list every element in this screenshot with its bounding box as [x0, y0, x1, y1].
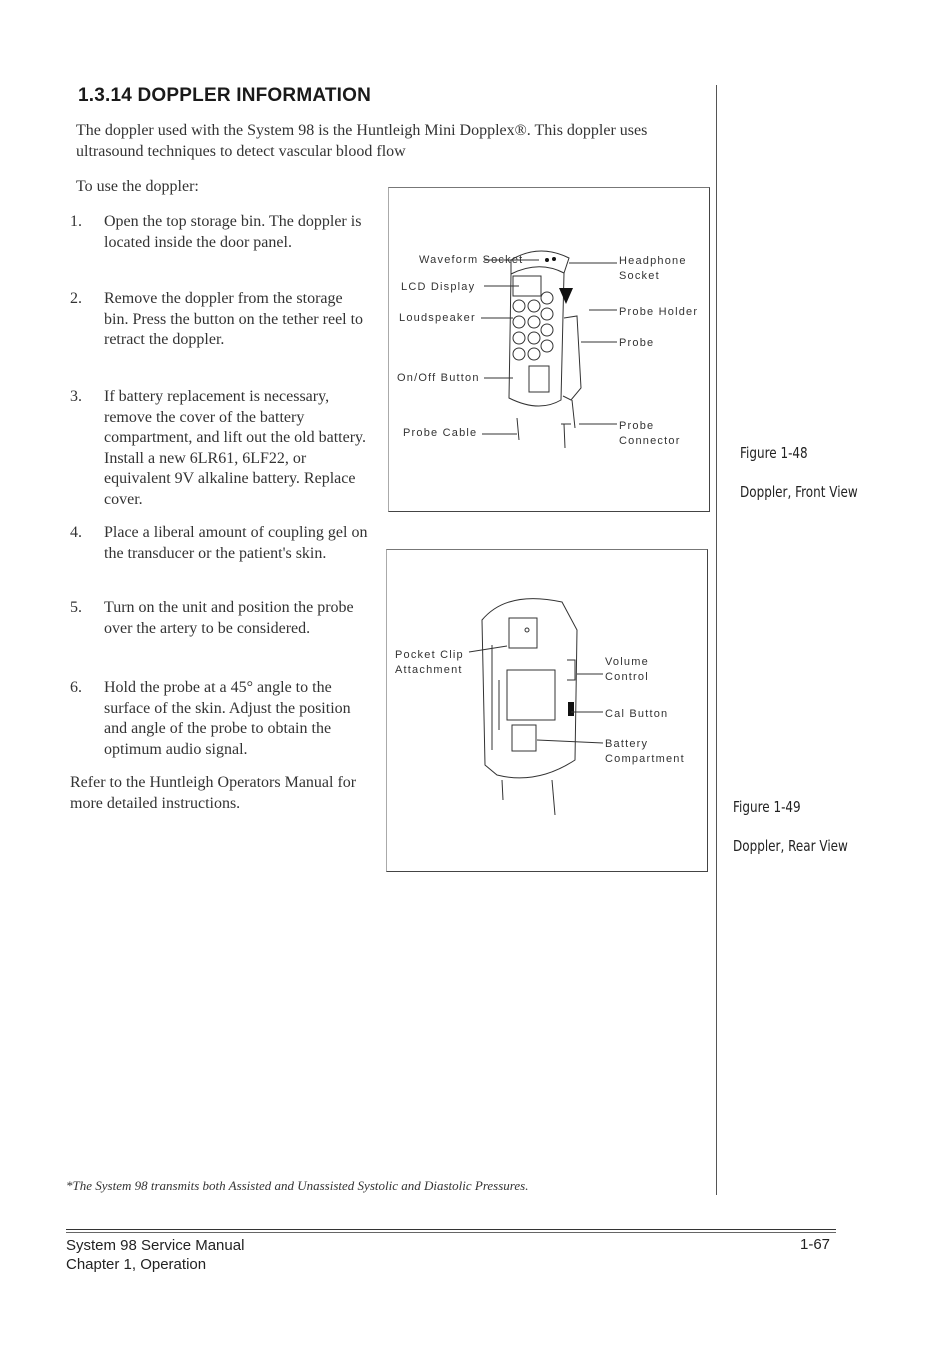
- label-pocket-clip-attachment: Pocket Clip Attachment: [395, 649, 464, 676]
- step-number: 1.: [70, 213, 82, 230]
- refer-note: Refer to the Huntleigh Operators Manual for more detailed instructions.: [70, 774, 357, 812]
- section-heading: 1.3.14 DOPPLER INFORMATION: [78, 85, 372, 106]
- step-text: If battery replacement is necessary, remove the cover of the battery compartment, and lift out the old battery. Install a new 6LR61, 6LF22, or equivalent 9V alkaline battery. Replace cover.: [104, 388, 366, 508]
- figure-1-49-title: Doppler, Rear View: [733, 837, 848, 855]
- label-volume-control: Volume Control: [605, 656, 649, 683]
- step-text: Open the top storage bin. The doppler is located inside the door panel.: [104, 213, 362, 251]
- page-number: 1-67: [800, 1236, 831, 1253]
- usage-lead: To use the doppler:: [76, 178, 199, 195]
- figure-1-48-title: Doppler, Front View: [740, 483, 858, 501]
- footnote: *The System 98 transmits both Assisted and Unassisted Systolic and Diastolic Pressures.: [66, 1178, 529, 1193]
- step-4: [70, 523, 370, 564]
- label-probe-holder: Probe Holder: [619, 306, 699, 318]
- label-battery-compartment: Battery Compartment: [605, 738, 685, 765]
- footer-manual-title: System 98 Service Manual: [66, 1237, 245, 1254]
- cal-button-mark: [568, 702, 574, 716]
- label-waveform-socket: Waveform Socket: [419, 254, 524, 266]
- footer-rule-secondary: [66, 1232, 836, 1233]
- step-number: 2.: [70, 290, 82, 307]
- step-5: [70, 598, 370, 639]
- doppler-front-illustration: [389, 188, 709, 511]
- step-text: Hold the probe at a 45° angle to the surface of the skin. Adjust the position and angle of the probe to obtain the optimum audio signal.: [104, 679, 351, 758]
- figure-front-view-box: [388, 187, 710, 512]
- step-6: [70, 678, 370, 760]
- pocket-clip: [509, 618, 537, 648]
- label-on-off-button: On/Off Button: [397, 372, 480, 384]
- step-number: 4.: [70, 524, 82, 541]
- intro-paragraph: The doppler used with the System 98 is the Huntleigh Mini Dopplex®. This doppler uses ultrasound techniques to detect vascular blood flow: [76, 122, 648, 160]
- volume-knob: [567, 660, 575, 680]
- label-probe: Probe: [619, 337, 655, 349]
- label-headphone-socket: Headphone Socket: [619, 255, 687, 282]
- margin-rule: [716, 85, 717, 1195]
- battery-cover: [507, 670, 555, 720]
- step-number: 5.: [70, 599, 82, 616]
- step-text: Remove the doppler from the storage bin. Press the button on the tether reel to retract the doppler.: [104, 290, 364, 348]
- figure-1-48-number: Figure 1-48: [740, 444, 808, 462]
- label-cal-button: Cal Button: [605, 708, 669, 720]
- label-loudspeaker: Loudspeaker: [399, 312, 476, 324]
- step-1: [70, 212, 370, 253]
- step-2: [70, 289, 370, 351]
- footer-chapter: Chapter 1, Operation: [66, 1256, 207, 1273]
- doppler-body: [509, 273, 564, 406]
- figure-rear-view-box: [386, 549, 708, 872]
- label-lcd-display: LCD Display: [401, 281, 476, 293]
- figure-1-49-number: Figure 1-49: [733, 798, 801, 816]
- step-number: 6.: [70, 679, 82, 696]
- step-number: 3.: [70, 388, 82, 405]
- step-3: [70, 387, 370, 510]
- footer-rule: [66, 1229, 836, 1230]
- step-text: Place a liberal amount of coupling gel on the transducer or the patient's skin.: [104, 524, 368, 562]
- step-text: Turn on the unit and position the probe over the artery to be considered.: [104, 599, 354, 637]
- label-probe-connector: Probe Connector: [619, 420, 681, 447]
- label-probe-cable: Probe Cable: [403, 427, 478, 439]
- footer-left: [66, 1236, 244, 1274]
